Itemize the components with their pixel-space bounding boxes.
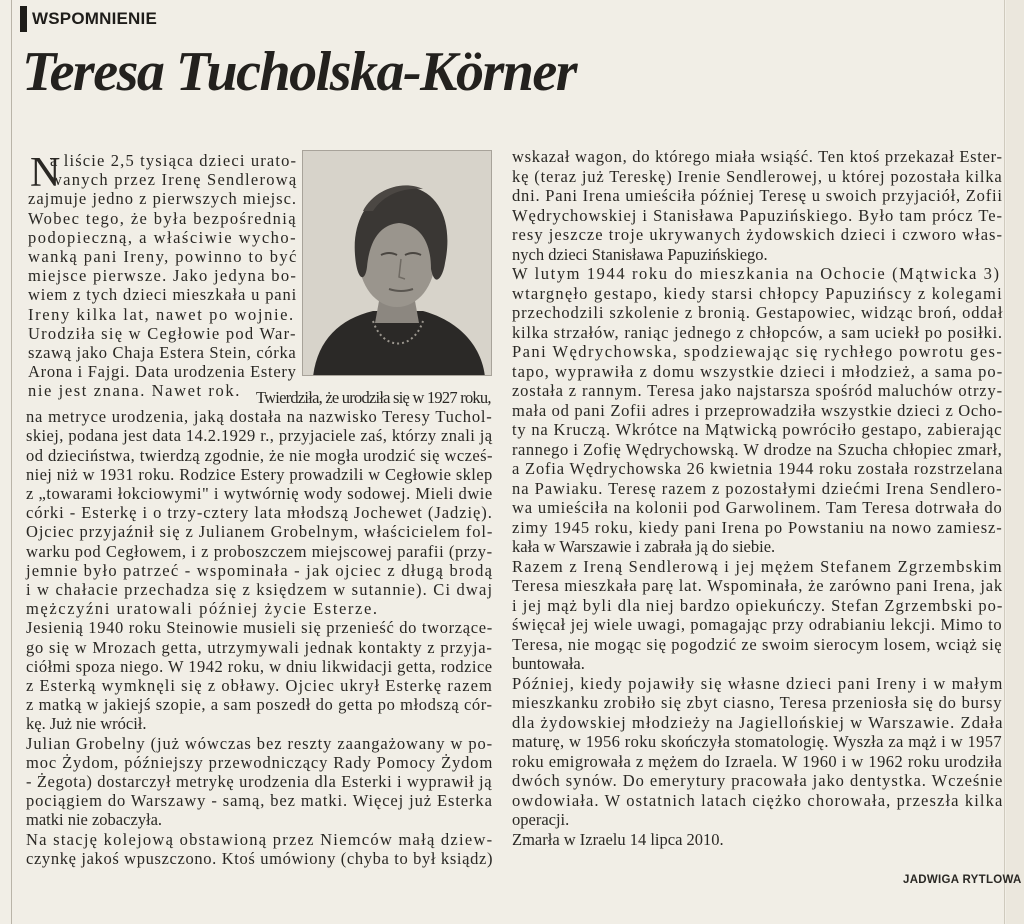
text-line: maturę, w 1956 roku skończyła stomatologię. Wyszła za mąż i w 1957 [512, 732, 1002, 751]
text-line: operacji. [512, 810, 570, 829]
text-line: mieszkanku zrobiło się zbyt ciasno, Teresa przeniosła się do bursy [512, 693, 1003, 712]
text-line: rannego i Zofię Wędrychowską. W drodze na Szucha chłopiec zmarł, [512, 439, 1003, 459]
text-line: mała od pani Zofii adres i przeprowadziła wszystkie dzieci z Ocho- [512, 400, 1003, 420]
text-line: na metryce urodzenia, jaką dostała na nazwisko Teresy Tuchol- [26, 407, 493, 427]
text-line: resy jeszcze troje ukrywanych żydowskich dzieci i czworo włas- [512, 225, 1004, 244]
text-line: szawą jako Chaja Estera Stein, córka [28, 343, 297, 362]
text-line: Ojciec przyjaźnił się z Julianem Grobelnym, właścicielem fol- [26, 522, 494, 542]
text-line: od dzieciństwa, twierdzą zgodnie, że nie mogła urodzić się wcześ- [26, 445, 493, 465]
article-headline: Teresa Tucholska-Körner [22, 41, 577, 103]
text-line: czynkę jakoś wpuszczono. Ktoś umówiony (chyba to był ksiądz) [26, 848, 494, 868]
text-line: została z rannym. Teresa jako najstarsza spośród maluchów otrzy- [512, 381, 1003, 400]
right-column-rule [1004, 0, 1005, 924]
text-line: skiej, podana jest data 14.2.1929 r., przyjaciele zaś, którzy znali ją [26, 426, 493, 446]
text-line: z matką w jakiejś szopie, a sam poszedł do getta po młodszą cór- [26, 695, 493, 715]
text-line: W lutym 1944 roku do mieszkania na Ochocie (Mątwicka 3) [512, 264, 1001, 283]
text-line: Zmarła w Izraelu 14 lipca 2010. [512, 829, 724, 849]
text-line: a Zofia Wędrychowska 26 kwietnia 1944 roku została rozstrzelana [512, 459, 1004, 478]
text-line: dla żydowskiej młodzieży na Jagiellońskiej w Warszawie. Zdała [512, 712, 1004, 732]
text-line: córki - Esterkę i o trzy-cztery lata młodszą Jochewet (Jadzię). [26, 503, 493, 523]
text-line: owdowiała. W ostatnich latach ciężko chorowała, przeszła kilka [512, 790, 1004, 810]
text-line: kała w Warszawie i zabrała ją do siebie. [512, 537, 776, 556]
text-line: wanką pani Ireny, powinno to być [28, 247, 298, 266]
adjacent-page-edge [1006, 0, 1024, 924]
text-line: tapo, wyprawiła z domu wszystkie dzieci i młodzież, a sama po- [512, 361, 1004, 381]
portrait-photo [302, 150, 492, 376]
text-line: z Esterką wymknęli się z obławy. Ojciec ukrył Esterkę razem [26, 676, 493, 695]
text-line: Później, kiedy pojawiły się własne dzieci pani Ireny i w małym [512, 673, 1004, 693]
text-line: z „towarami łokciowymi" i wytwórnię wody sodowej. Mieli dwie [26, 484, 493, 503]
text-line: zimy 1945 roku, kiedy pani Irena po Powstaniu na nowo zamiesz- [512, 517, 1003, 537]
text-line: nie jest znana. Nawet rok. [28, 381, 241, 401]
text-line: wtargnęło gestapo, kiedy starsi chłopcy Papuzińscy z kolegami [512, 283, 1003, 303]
text-line: Teresa mieszkała parę lat. Wspominała, że zarówno pani Irena, jak [512, 576, 1003, 595]
text-line: podopieczną, a właściwie wycho- [28, 227, 298, 247]
text-line: nych dzieci Stanisława Papuzińskiego. [512, 244, 768, 264]
text-line: go się w Mrozach getta, utrzymywali jednak kontakty z przyja- [26, 637, 493, 657]
text-line: dni. Pani Irena umieściła później Teresę u swoich przyjaciół, Zofii [512, 186, 1003, 205]
text-line: a liście 2,5 tysiąca dzieci urato- [50, 151, 298, 170]
text-line: święcał jej wiele uwagi, pomagając przy odrabianiu lekcji. Mimo to [512, 615, 1003, 634]
text-line: buntowała. [512, 654, 585, 673]
text-line: Jesienią 1940 roku Steinowie musieli się przenieść do tworzące- [26, 618, 493, 638]
text-line: Wędrychowskiej i Stanisława Papuzińskiego. Było tam prócz Te- [512, 205, 1004, 225]
text-line: Twierdziła, że urodziła się w 1927 roku, [256, 388, 491, 407]
text-line: Wobec tego, że była bezpośrednią [28, 208, 297, 228]
text-line: Arona i Fajgi. Data urodzenia Estery [28, 362, 297, 382]
text-line: roku emigrowała z mężem do Izraela. W 1960 i w 1962 roku urodziła [512, 751, 1003, 771]
text-line: kilka strzałów, raniąc jednego z chłopców, a sam uciekł po posiłki. [512, 322, 1003, 342]
text-line: i w chałacie przechadza się z księdzem w sutannie). Ci dwaj [26, 580, 494, 599]
text-line: Urodziła się w Cegłowie pod War- [28, 323, 297, 343]
text-line: Ireny kilka lat, nawet po wojnie. [28, 304, 295, 324]
portrait-illustration [303, 151, 492, 376]
author-byline: JADWIGA RYTLOWA [903, 874, 1022, 886]
text-line: Julian Grobelny (już wówczas bez reszty zaangażowany w po- [26, 733, 494, 753]
text-line: kę. Już nie wrócił. [26, 714, 147, 734]
text-line: warku pod Cegłowem, i z proboszczem miejscowej parafii (przy- [26, 541, 493, 561]
text-line: Na stację kolejową obstawioną przez Niemców małą dziew- [26, 829, 494, 849]
text-line: miejsce pierwsze. Jako jedyna bo- [28, 266, 298, 286]
text-line: - Żegota) dostarczył metrykę urodzenia dla Esterki i wyprawił ją [26, 772, 493, 791]
section-marker [20, 6, 27, 32]
text-line: matki nie zobaczyła. [26, 810, 163, 830]
text-line: moc Żydom, późniejszy przewodniczący Rady Pomocy Żydom [26, 752, 494, 772]
text-line: Razem z Ireną Sendlerową i jej mężem Stefanem Zgrzembskim [512, 556, 1003, 576]
text-line: mężczyźni uratowali później życie Esterze. [26, 599, 379, 619]
left-column-rule [11, 0, 12, 924]
text-line: ciółmi spoza niego. W 1942 roku, w dniu likwidacji getta, rodzice [26, 656, 493, 676]
text-line: Pani Wędrychowska, spodziewając się rychłego powrotu ges- [512, 342, 1004, 361]
text-line: Teresa, nie mogąc się pogodzić ze swoim sierocym losem, wciąż się [512, 634, 1003, 654]
text-line: wskazał wagon, do którego miała wsiąść. Ten ktoś przekazał Ester- [512, 147, 1003, 166]
text-line: niej niż w 1931 roku. Rodzice Estery prowadzili w Cegłowie sklep [26, 464, 493, 484]
section-label: WSPOMNIENIE [32, 9, 157, 28]
text-line: wa umieściła na kolonii pod Garwolinem. Tam Teresa dotrwała do [512, 498, 1003, 517]
text-line: wanych przez Irenę Sendlerową [50, 170, 298, 190]
text-line: kę (teraz już Tereskę) Irenie Sendlerowej, u której pozostała kilka [512, 166, 1003, 186]
text-line: dwóch synów. Do emerytury pracowała jako dentystka. Wcześnie [512, 771, 1004, 790]
text-line: i jej mąż byli dla niej bardzo opiekuńczy. Stefan Zgrzembski po- [512, 595, 1004, 615]
text-line: zajmuje jedno z pierwszych miejsc. [28, 189, 298, 209]
text-line: jemnie było patrzeć - wspominała - jak ojciec z długą brodą [26, 560, 494, 580]
text-line: przechodzili szkolenie z bronią. Gestapowiec, widząc broń, oddał [512, 303, 1004, 322]
text-line: ty na Kruczą. Wkrótce na Mątwicką powróciło gestapo, zabierając [512, 420, 1003, 439]
drop-cap: N [30, 150, 61, 196]
text-line: pociągiem do Warszawy - samą, bez matki. Więcej już Esterka [26, 791, 493, 811]
text-line: wiem z tych dzieci mieszkała u pani [28, 285, 298, 305]
text-line: na Pawiaku. Teresę razem z pozostałymi dziećmi Irena Sendlero- [512, 478, 1003, 498]
